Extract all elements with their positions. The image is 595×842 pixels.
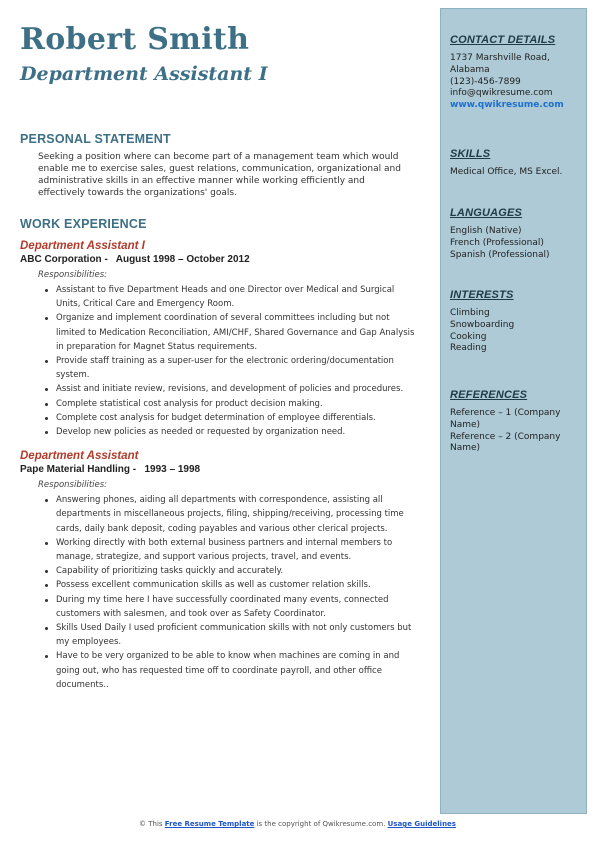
contact-phone: (123)-456-7899 xyxy=(450,76,521,87)
section-heading-personal-statement: PERSONAL STATEMENT xyxy=(20,132,171,146)
sidebar xyxy=(440,8,587,814)
reference-item: Reference – 2 (Company Name) xyxy=(450,431,561,454)
footer-middle: is the copyright of Qwikresume.com. xyxy=(254,820,388,828)
list-item: Complete cost analysis for budget determination of employee differentials. xyxy=(56,411,416,425)
language-item: French (Professional) xyxy=(450,237,544,248)
sidebar-heading-languages: LANGUAGES xyxy=(450,207,523,219)
sidebar-heading-contact: CONTACT DETAILS xyxy=(450,34,556,46)
responsibilities-label: Responsibilities: xyxy=(38,270,108,280)
reference-item: Reference – 1 (Company Name) xyxy=(450,408,561,430)
personal-statement-section xyxy=(20,132,420,199)
job-title: Department Assistant I xyxy=(20,240,145,252)
candidate-name: Robert Smith xyxy=(20,22,250,57)
list-item: Develop new policies as needed or requested by organization need. xyxy=(56,425,416,439)
list-item: Have to be very organized to be able to know when machines are coming in and going out, who has requested time off to coordinate payroll, and other office documents.. xyxy=(56,649,416,692)
skills-section xyxy=(450,148,584,179)
language-item: English (Native) xyxy=(450,226,522,236)
work-experience-section xyxy=(20,217,420,692)
list-item: Complete statistical cost analysis for product decision making. xyxy=(56,397,416,411)
footer xyxy=(0,820,595,828)
list-item: Assist and initiate review, revisions, and development of policies and procedures. xyxy=(56,382,416,396)
references-section xyxy=(450,389,584,455)
skills-text: Medical Office, MS Excel. xyxy=(450,167,563,177)
list-item: Skills Used Daily I used proficient communication skills with not only customers but my employees. xyxy=(56,621,416,649)
list-item: Organize and implement coordination of several committees including but not limited to Medication Reconciliation, AMI/CHF, Shared Governance and Gap Analysis in preparation for Magnet Status requirements. xyxy=(56,311,416,354)
list-item: Provide staff training as a super-user for the electronic ordering/documentation system. xyxy=(56,354,416,382)
section-heading-work-experience: WORK EXPERIENCE xyxy=(20,217,147,231)
languages-section xyxy=(450,207,584,261)
job-company-dates: ABC Corporation - August 1998 – October 2012 xyxy=(20,254,250,265)
free-resume-template-link[interactable]: Free Resume Template xyxy=(164,820,255,828)
contact-section xyxy=(450,34,584,112)
personal-statement-text: Seeking a position where can become part of a management team which would enable me to exercise sales, guest relations, communication, organizational and administrative skills in an effective manner while working efficiently and effectively towards the organizations' goals. xyxy=(38,152,401,198)
responsibilities-list xyxy=(20,493,420,692)
interest-item: Snowboarding xyxy=(450,319,515,330)
list-item: Capability of prioritizing tasks quickly and accurately. xyxy=(56,564,416,578)
job-company-dates: Pape Material Handling - 1993 – 1998 xyxy=(20,464,201,476)
list-item: During my time here I have successfully coordinated many events, connected customers with salesmen, and took over as Safety Coordinator. xyxy=(56,593,416,621)
contact-address-line1: 1737 Marshville Road, xyxy=(450,53,550,63)
footer-prefix: © This xyxy=(139,820,165,828)
job-title: Department Assistant xyxy=(20,450,139,463)
interest-item: Climbing xyxy=(450,308,490,318)
interest-item: Reading xyxy=(450,343,487,354)
list-item: Answering phones, aiding all departments with correspondence, assisting all departments in miscellaneous projects, filing, shipping/receiving, processing time cards, daily bank deposit, coding payables and various other clerical projects. xyxy=(56,493,416,536)
job-entry xyxy=(20,240,420,439)
main-column xyxy=(20,22,420,86)
responsibilities-list xyxy=(20,283,420,439)
job-entry xyxy=(20,450,420,692)
list-item: Possess excellent communication skills as well as customer relation skills. xyxy=(56,578,416,592)
interest-item: Cooking xyxy=(450,331,487,342)
list-item: Working directly with both external business partners and internal members to manage, strategize, and support various projects, travel, and events. xyxy=(56,536,416,564)
contact-address-line2: Alabama xyxy=(450,64,490,75)
contact-email[interactable]: info@qwikresume.com xyxy=(450,88,553,99)
interests-section xyxy=(450,289,584,355)
contact-website-link[interactable]: www.qwikresume.com xyxy=(450,100,564,111)
sidebar-heading-skills: SKILLS xyxy=(450,148,491,160)
list-item: Assistant to five Department Heads and one Director over Medical and Surgical Units, Critical Care and Emergency Room. xyxy=(56,283,416,311)
usage-guidelines-link[interactable]: Usage Guidelines xyxy=(387,820,456,828)
responsibilities-label: Responsibilities: xyxy=(38,480,108,491)
sidebar-heading-references: REFERENCES xyxy=(450,389,528,401)
language-item: Spanish (Professional) xyxy=(450,249,550,260)
candidate-title: Department Assistant I xyxy=(20,63,268,85)
sidebar-heading-interests: INTERESTS xyxy=(450,289,514,301)
